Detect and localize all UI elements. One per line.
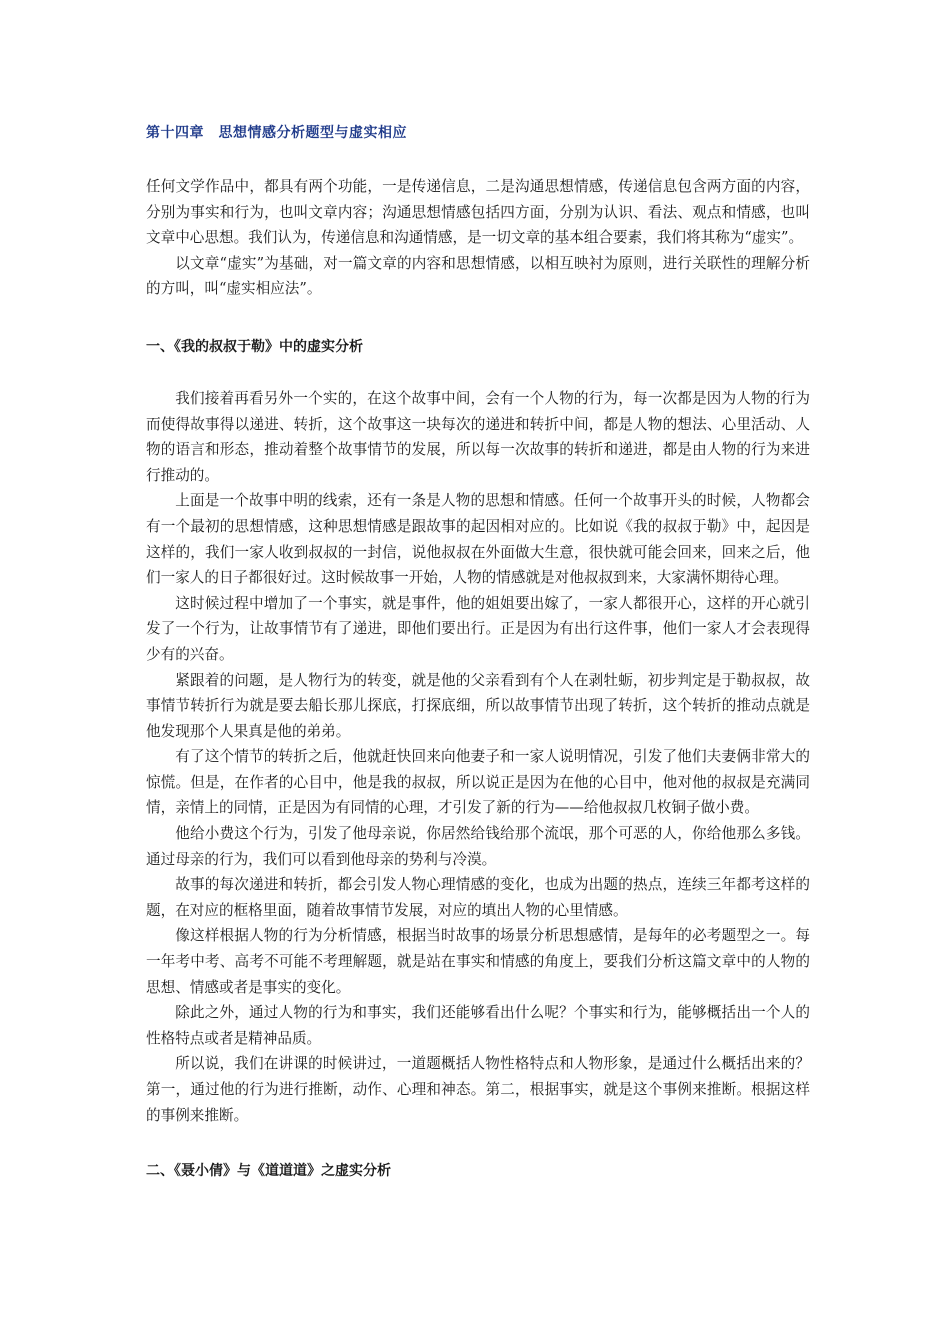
intro-paragraph: 以文章“虚实”为基础，对一篇文章的内容和思想情感，以相互映衬为原则，进行关联性的理解分析的方叫，叫“虚实相应法”。 bbox=[146, 254, 810, 298]
body-paragraph: 这时候过程中增加了一个事实，就是事件，他的姐姐要出嫁了，一家人都很开心，这样的开心就引发了一个行为，让故事情节有了递进，即他们要出行。正是因为有出行这件事，他们一家人才会表现得少有的兴奋。 bbox=[146, 594, 810, 663]
body-paragraph: 我们接着再看另外一个实的，在这个故事中间，会有一个人物的行为，每一次都是因为人物的行为而使得故事得以递进、转折，这个故事这一块每次的递进和转折中间，都是人物的想法、心里活动、人物的语言和形态，推动着整个故事情节的发展，所以每一次故事的转折和递进，都是由人物的行为来进行推动的。 bbox=[146, 389, 810, 484]
section-heading: 二、《聂小倩》与《道道道》之虚实分析 bbox=[146, 1163, 391, 1180]
chapter-title: 第十四章 思想情感分析题型与虚实相应 bbox=[146, 125, 407, 141]
section-heading: 一、《我的叔叔于勒》中的虚实分析 bbox=[146, 338, 363, 355]
body-paragraph: 他给小费这个行为，引发了他母亲说，你居然给钱给那个流氓，那个可恶的人，你给他那么多钱。通过母亲的行为，我们可以看到他母亲的势利与冷漠。 bbox=[146, 825, 810, 868]
body-paragraph: 像这样根据人物的行为分析情感，根据当时故事的场景分析思想感情，是每年的必考题型之一。每一年考中考、高考不可能不考理解题，就是站在事实和情感的角度上，要我们分析这篇文章中的人物的思想、情感或者是事实的变化。 bbox=[146, 927, 810, 996]
body-paragraph: 紧跟着的问题，是人物行为的转变，就是他的父亲看到有个人在剥牡蛎，初步判定是于勒叔叔，故事情节转折行为就是要去船长那儿探底，打探底细，所以故事情节出现了转折，这个转折的推动点就是他发现那个人果真是他的弟弟。 bbox=[146, 671, 810, 740]
body-paragraph: 有了这个情节的转折之后，他就赶快回来向他妻子和一家人说明情况，引发了他们夫妻俩非常大的惊慌。但是，在作者的心目中，他是我的叔叔，所以说正是因为在他的心目中，他对他的叔叔是充满同情，亲情上的同情，正是因为有同情的心理，才引发了新的行为——给他叔叔几枚铜子做小费。 bbox=[146, 748, 810, 817]
body-paragraph: 所以说，我们在讲课的时候讲过，一道题概括人物性格特点和人物形象，是通过什么概括出来的？第一，通过他的行为进行推断，动作、心理和神态。第二，根据事实，就是这个事例来推断。根据这样的事例来推断。 bbox=[146, 1055, 810, 1124]
intro-paragraph: 任何文学作品中，都具有两个功能，一是传递信息，二是沟通思想情感，传递信息包含两方面的内容，分别为事实和行为，也叫文章内容；沟通思想情感包括四方面，分别为认识、看法、观点和情感，也叫文章中心思想。我们认为，传递信息和沟通情感，是一切文章的基本组合要素，我们将其称为“虚实”。 bbox=[146, 178, 810, 247]
body-paragraph: 上面是一个故事中明的线索，还有一条是人物的思想和情感。任何一个故事开头的时候，人物都会有一个最初的思想情感，这种思想情感是跟故事的起因相对应的。比如说《我的叔叔于勒》中，起因是这样的，我们一家人收到叔叔的一封信，说他叔叔在外面做大生意，很快就可能会回来，回来之后，他们一家人的日子都很好过。这时候故事一开始，人物的情感就是对他叔叔到来，大家满怀期待心理。 bbox=[146, 492, 810, 587]
intro-section bbox=[146, 174, 810, 302]
body-paragraph: 故事的每次递进和转折，都会引发人物心理情感的变化，也成为出题的热点，连续三年都考这样的题，在对应的框格里面，随着故事情节发展，对应的填出人物的心里情感。 bbox=[146, 876, 810, 919]
document-page bbox=[146, 122, 810, 1210]
section-body bbox=[146, 386, 810, 1128]
body-paragraph: 除此之外，通过人物的行为和事实，我们还能够看出什么呢？个事实和行为，能够概括出一个人的性格特点或者是精神品质。 bbox=[146, 1004, 810, 1047]
